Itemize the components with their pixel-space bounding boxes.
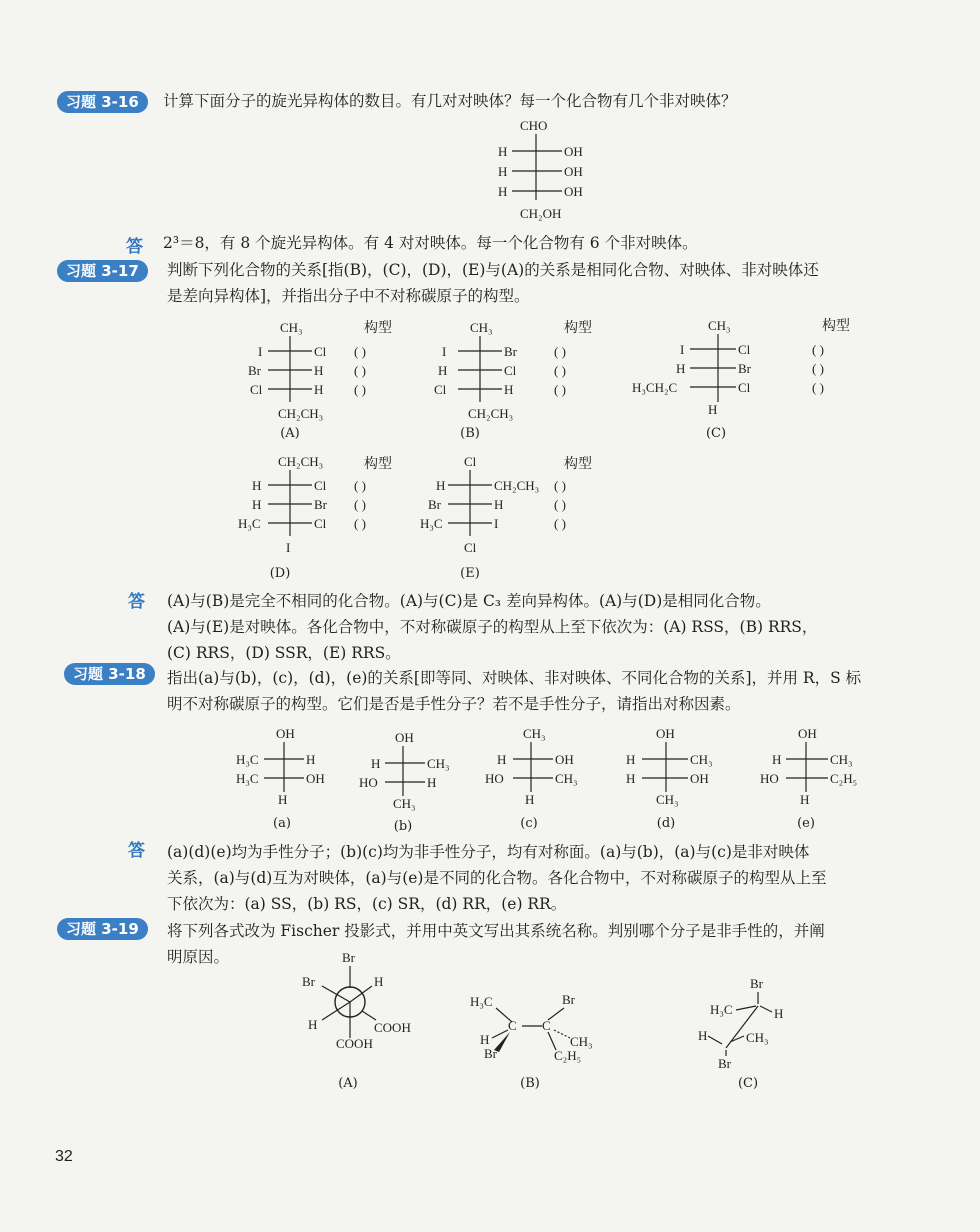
svg-text:HO: HO bbox=[359, 775, 378, 790]
svg-text:H: H bbox=[278, 792, 288, 807]
svg-text:( ): ( ) bbox=[554, 516, 566, 531]
svg-text:OH: OH bbox=[798, 726, 817, 741]
svg-text:Br: Br bbox=[750, 976, 763, 991]
svg-text:Cl: Cl bbox=[464, 540, 477, 555]
svg-text:Br: Br bbox=[248, 363, 261, 378]
caption-e: (e) bbox=[797, 816, 815, 831]
svg-text:Cl: Cl bbox=[314, 478, 327, 493]
answer-label-3-16: 答 bbox=[126, 237, 143, 257]
svg-text:C₂H₅: C₂H₅ bbox=[830, 771, 858, 786]
svg-text:( ): ( ) bbox=[812, 342, 824, 357]
svg-text:OH: OH bbox=[395, 730, 414, 745]
svg-text:Br: Br bbox=[504, 344, 517, 359]
svg-text:H₃C: H₃C bbox=[238, 516, 261, 531]
svg-text:Cl: Cl bbox=[250, 382, 263, 397]
svg-text:H₃C: H₃C bbox=[420, 516, 443, 531]
svg-text:H: H bbox=[314, 363, 324, 378]
fischer-e bbox=[758, 724, 888, 814]
newman-projection-A bbox=[296, 948, 426, 1068]
svg-text:Br: Br bbox=[718, 1056, 731, 1071]
svg-text:( ): ( ) bbox=[354, 344, 366, 359]
svg-text:( ): ( ) bbox=[554, 497, 566, 512]
fischer-a bbox=[230, 724, 340, 814]
svg-text:CH₂CH₃: CH₂CH₃ bbox=[278, 406, 324, 421]
wedge-structure-B bbox=[466, 990, 616, 1070]
svg-text:CH₃: CH₃ bbox=[656, 792, 679, 807]
svg-text:H: H bbox=[800, 792, 810, 807]
svg-text:CH₂CH₃: CH₂CH₃ bbox=[468, 406, 514, 421]
exercise-tag-3-18: 习题 3-18 bbox=[64, 663, 155, 685]
svg-text:H: H bbox=[314, 382, 324, 397]
svg-text:H: H bbox=[438, 363, 448, 378]
svg-text:( ): ( ) bbox=[812, 380, 824, 395]
svg-text:Br: Br bbox=[484, 1046, 497, 1061]
fischer-compound-B bbox=[430, 316, 620, 424]
caption-E: (E) bbox=[460, 566, 480, 581]
exercise-tag-3-17: 习题 3-17 bbox=[57, 260, 148, 282]
fischer-b bbox=[355, 728, 465, 818]
svg-text:Cl: Cl bbox=[314, 344, 327, 359]
svg-text:H₃C: H₃C bbox=[236, 771, 259, 786]
svg-text:CH₂CH₃: CH₂CH₃ bbox=[278, 454, 324, 469]
svg-text:( ): ( ) bbox=[354, 478, 366, 493]
svg-text:Br: Br bbox=[428, 497, 441, 512]
question-3-18: 指出(a)与(b)，(c)，(d)，(e)的关系[即等同、对映体、非对映体、不同化合物的关系]，并用 R，S 标 明不对称碳原子的构型。它们是否是手性分子？若不是手性分子，请指出对称因素。 bbox=[167, 669, 862, 713]
svg-text:( ): ( ) bbox=[554, 363, 566, 378]
svg-text:H: H bbox=[498, 164, 508, 179]
svg-text:( ): ( ) bbox=[554, 344, 566, 359]
caption-A: (A) bbox=[280, 426, 300, 441]
page-number: 32 bbox=[55, 1148, 73, 1165]
svg-text:CH₃: CH₃ bbox=[427, 756, 450, 771]
svg-text:CH₂OH: CH₂OH bbox=[520, 206, 562, 221]
config-label: 构型 bbox=[364, 457, 392, 472]
svg-text:OH: OH bbox=[656, 726, 675, 741]
svg-text:Cl: Cl bbox=[738, 342, 751, 357]
svg-text:CH₃: CH₃ bbox=[523, 726, 546, 741]
svg-text:H: H bbox=[374, 974, 384, 989]
caption-B: (B) bbox=[460, 426, 480, 441]
svg-text:C: C bbox=[542, 1018, 551, 1033]
svg-text:( ): ( ) bbox=[354, 516, 366, 531]
svg-text:I: I bbox=[442, 344, 447, 359]
fischer-glucose-figure bbox=[480, 114, 600, 226]
svg-text:CH₃: CH₃ bbox=[570, 1034, 593, 1049]
svg-text:H: H bbox=[772, 752, 782, 767]
question-3-17: 判断下列化合物的关系[指(B)，(C)，(D)，(E)与(A)的关系是相同化合物、对映体、非对映体还 是差向异构体]，并指出分子中不对称碳原子的构型。 bbox=[167, 261, 819, 305]
exercise-tag-3-19: 习题 3-19 bbox=[57, 918, 148, 940]
answer-3-18: (a)(d)(e)均为手性分子；(b)(c)均为非手性分子，均有对称面。(a)与(b)，(a)与(c)是非对映体 关系，(a)与(d)互为对映体，(a)与(e)是不同的化合物。各化合物中，不对称碳原子的构型从上至 下依次为：(a) SS，(b) RS，(c) SR，(d) RR，(e) RR。 bbox=[167, 843, 827, 913]
svg-text:H: H bbox=[626, 752, 636, 767]
caption-d: (d) bbox=[656, 816, 676, 831]
svg-text:H: H bbox=[427, 775, 437, 790]
svg-text:H₃C: H₃C bbox=[470, 994, 493, 1009]
svg-text:( ): ( ) bbox=[554, 382, 566, 397]
svg-text:OH: OH bbox=[555, 752, 574, 767]
svg-text:Br: Br bbox=[314, 497, 327, 512]
svg-text:H: H bbox=[497, 752, 507, 767]
svg-text:CH₃: CH₃ bbox=[690, 752, 713, 767]
svg-text:( ): ( ) bbox=[354, 382, 366, 397]
svg-text:( ): ( ) bbox=[354, 497, 366, 512]
svg-text:H: H bbox=[498, 144, 508, 159]
caption-wedge-B: (B) bbox=[520, 1076, 540, 1091]
fischer-d bbox=[622, 724, 732, 814]
svg-text:H: H bbox=[698, 1028, 708, 1043]
fischer-compound-D bbox=[230, 452, 420, 564]
svg-text:I: I bbox=[258, 344, 263, 359]
fischer-c bbox=[485, 724, 595, 814]
svg-text:H: H bbox=[436, 478, 446, 493]
caption-newman-A: (A) bbox=[338, 1076, 358, 1091]
caption-C: (C) bbox=[705, 426, 727, 441]
svg-text:OH: OH bbox=[564, 164, 583, 179]
svg-text:HO: HO bbox=[485, 771, 504, 786]
svg-text:Cl: Cl bbox=[314, 516, 327, 531]
svg-text:COOH: COOH bbox=[336, 1036, 373, 1051]
svg-text:H: H bbox=[504, 382, 514, 397]
config-label: 构型 bbox=[564, 321, 592, 336]
svg-text:H: H bbox=[498, 184, 508, 199]
exercise-tag-3-16: 习题 3-16 bbox=[57, 91, 148, 113]
answer-3-16: 2³＝8，有 8 个旋光异构体。有 4 对对映体。每一个化合物有 6 个非对映体。 bbox=[163, 234, 698, 252]
svg-text:Cl: Cl bbox=[464, 454, 477, 469]
svg-text:OH: OH bbox=[690, 771, 709, 786]
svg-text:CH₃: CH₃ bbox=[746, 1030, 769, 1045]
svg-text:H: H bbox=[480, 1032, 490, 1047]
caption-b: (b) bbox=[393, 819, 413, 834]
fischer-compound-E bbox=[420, 452, 620, 564]
answer-3-17: (A)与(B)是完全不相同的化合物。(A)与(C)是 C₃ 差向异构体。(A)与(D)是相同化合物。 (A)与(E)是对映体。各化合物中，不对称碳原子的构型从上至下依次为：(A) RSS，(B) RRS， (C) RRS，(D) SSR，(E) RRS。 bbox=[167, 592, 818, 662]
svg-text:H: H bbox=[308, 1017, 318, 1032]
svg-text:H: H bbox=[306, 752, 316, 767]
svg-text:H: H bbox=[676, 361, 686, 376]
caption-c: (c) bbox=[520, 816, 538, 831]
svg-text:CH₃: CH₃ bbox=[393, 796, 416, 811]
svg-text:( ): ( ) bbox=[812, 361, 824, 376]
svg-text:CH₃: CH₃ bbox=[470, 320, 493, 335]
svg-text:Cl: Cl bbox=[504, 363, 517, 378]
svg-text:Br: Br bbox=[342, 950, 355, 965]
svg-text:( ): ( ) bbox=[354, 363, 366, 378]
sawhorse-structure-C bbox=[686, 972, 826, 1072]
question-3-19: 将下列各式改为 Fischer 投影式，并用中英文写出其系统名称。判别哪个分子是非手性的，并阐 明原因。 bbox=[167, 922, 825, 966]
svg-text:Br: Br bbox=[738, 361, 751, 376]
svg-text:CH₃: CH₃ bbox=[830, 752, 853, 767]
svg-text:Cl: Cl bbox=[434, 382, 447, 397]
svg-text:Br: Br bbox=[302, 974, 315, 989]
config-label: 构型 bbox=[564, 457, 592, 472]
svg-text:CH₃: CH₃ bbox=[280, 320, 303, 335]
svg-text:H: H bbox=[525, 792, 535, 807]
svg-text:H₃C: H₃C bbox=[710, 1002, 733, 1017]
answer-label-3-18: 答 bbox=[128, 841, 145, 861]
svg-text:CH₂CH₃: CH₂CH₃ bbox=[494, 478, 540, 493]
svg-text:I: I bbox=[286, 540, 291, 555]
svg-text:I: I bbox=[680, 342, 685, 357]
svg-text:C: C bbox=[508, 1018, 517, 1033]
svg-text:CHO: CHO bbox=[520, 118, 548, 133]
config-label: 构型 bbox=[364, 321, 392, 336]
svg-text:H: H bbox=[774, 1006, 784, 1021]
svg-text:OH: OH bbox=[564, 144, 583, 159]
svg-text:OH: OH bbox=[564, 184, 583, 199]
svg-text:H: H bbox=[252, 478, 262, 493]
caption-D: (D) bbox=[269, 566, 291, 581]
fischer-compound-A bbox=[240, 316, 420, 424]
svg-text:CH₃: CH₃ bbox=[708, 318, 731, 333]
svg-text:H: H bbox=[708, 402, 718, 417]
answer-label-3-17: 答 bbox=[128, 592, 145, 612]
svg-text:Cl: Cl bbox=[738, 380, 751, 395]
caption-a: (a) bbox=[273, 816, 291, 831]
svg-text:H: H bbox=[371, 756, 381, 771]
config-label: 构型 bbox=[822, 319, 850, 334]
svg-text:Br: Br bbox=[562, 992, 575, 1007]
svg-text:H: H bbox=[626, 771, 636, 786]
svg-text:HO: HO bbox=[760, 771, 779, 786]
svg-text:C₂H₅: C₂H₅ bbox=[554, 1048, 582, 1063]
svg-text:OH: OH bbox=[276, 726, 295, 741]
svg-text:H₃C: H₃C bbox=[236, 752, 259, 767]
caption-sawhorse-C: (C) bbox=[737, 1076, 759, 1091]
svg-text:OH: OH bbox=[306, 771, 325, 786]
svg-text:( ): ( ) bbox=[554, 478, 566, 493]
svg-text:CH₃: CH₃ bbox=[555, 771, 578, 786]
svg-text:H: H bbox=[252, 497, 262, 512]
svg-text:I: I bbox=[494, 516, 499, 531]
question-3-16: 计算下面分子的旋光异构体的数目。有几对对映体？每一个化合物有几个非对映体？ bbox=[163, 92, 737, 110]
svg-text:H: H bbox=[494, 497, 504, 512]
svg-text:COOH: COOH bbox=[374, 1020, 411, 1035]
fischer-compound-C bbox=[630, 316, 880, 424]
svg-text:H₃CH₂C: H₃CH₂C bbox=[632, 380, 678, 395]
